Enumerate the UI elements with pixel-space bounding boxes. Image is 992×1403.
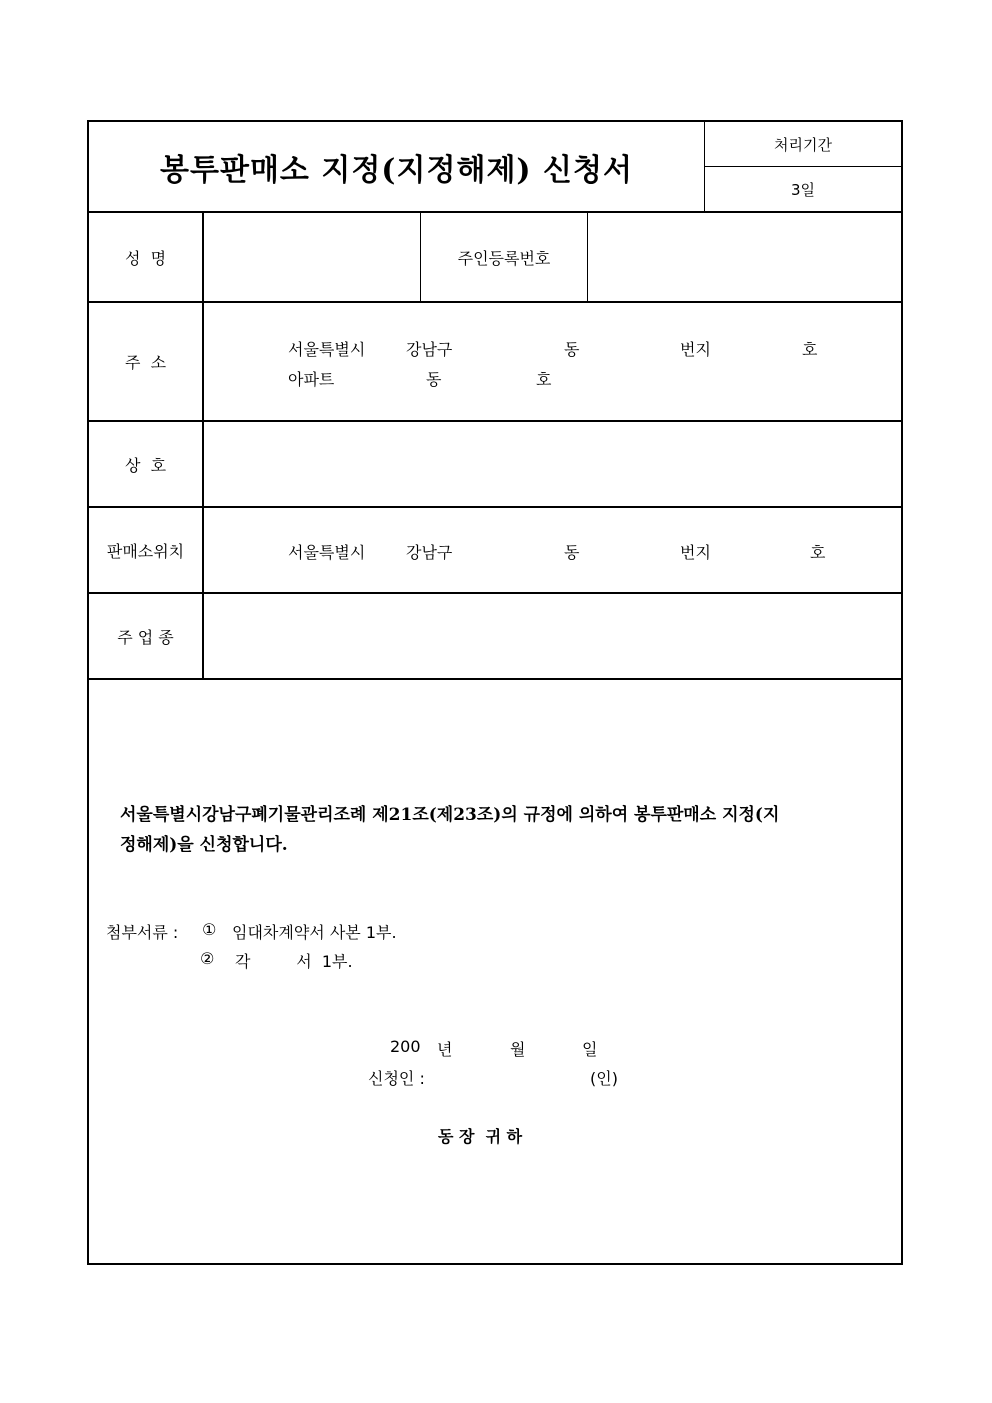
applicant-signature-field[interactable] [445,1066,585,1086]
attachment-marker-2: ② [200,949,215,968]
divider [88,678,902,680]
address-input[interactable] [204,303,901,420]
business-type-label: 주 업 종 [117,627,174,647]
address-district: 강남구 [406,340,453,359]
address-dong: 동 [564,340,580,359]
attachment-marker-1: ① [202,920,217,939]
location-input[interactable] [204,508,901,592]
address-city: 서울특별시 [288,340,366,359]
trade-name-label: 상 호 [124,455,167,475]
attachments-label: 첨부서류 : [106,923,179,942]
address-apt-ho: 호 [536,370,552,389]
location-dong: 동 [564,543,580,562]
date-year-prefix: 200 [390,1037,421,1056]
processing-period-label: 처리기간 [774,135,832,154]
business-type-input[interactable] [204,594,901,678]
attachment-item-1: 임대차계약서 사본 1부. [232,923,397,942]
name-input[interactable] [204,213,420,301]
trade-name-input[interactable] [204,422,901,506]
applicant-label: 신청인 : [368,1069,425,1088]
location-district: 강남구 [406,543,453,562]
address-label: 주 소 [124,353,167,372]
attachment-item-2: 각 서 1부. [235,952,353,971]
location-city: 서울특별시 [288,543,366,562]
statement-line-2: 정해제)을 신청합니다. [120,835,288,855]
location-ho: 호 [810,543,826,562]
processing-period-value: 3일 [790,181,816,199]
resident-id-input[interactable] [588,213,901,301]
seal-label: (인) [590,1069,618,1088]
address-ho: 호 [802,340,818,359]
location-bunji: 번지 [680,543,711,562]
date-day-unit: 일 [582,1040,598,1059]
address-apt-dong: 동 [426,370,442,389]
name-label: 성 명 [124,248,167,268]
location-label: 판매소위치 [106,541,185,561]
addressee: 동 장 귀 하 [438,1127,523,1146]
address-apartment: 아파트 [288,370,335,389]
resident-id-label: 주인등록번호 [457,248,551,268]
form-title: 봉투판매소 지정(지정해제) 신청서 [160,153,633,188]
address-bunji: 번지 [680,340,711,359]
date-month-unit: 월 [510,1040,526,1059]
date-year-unit: 년 [437,1040,453,1059]
statement-line-1: 서울특별시강남구폐기물관리조례 제21조(제23조)의 규정에 의하여 봉투판매소 지정(지 [120,805,780,825]
